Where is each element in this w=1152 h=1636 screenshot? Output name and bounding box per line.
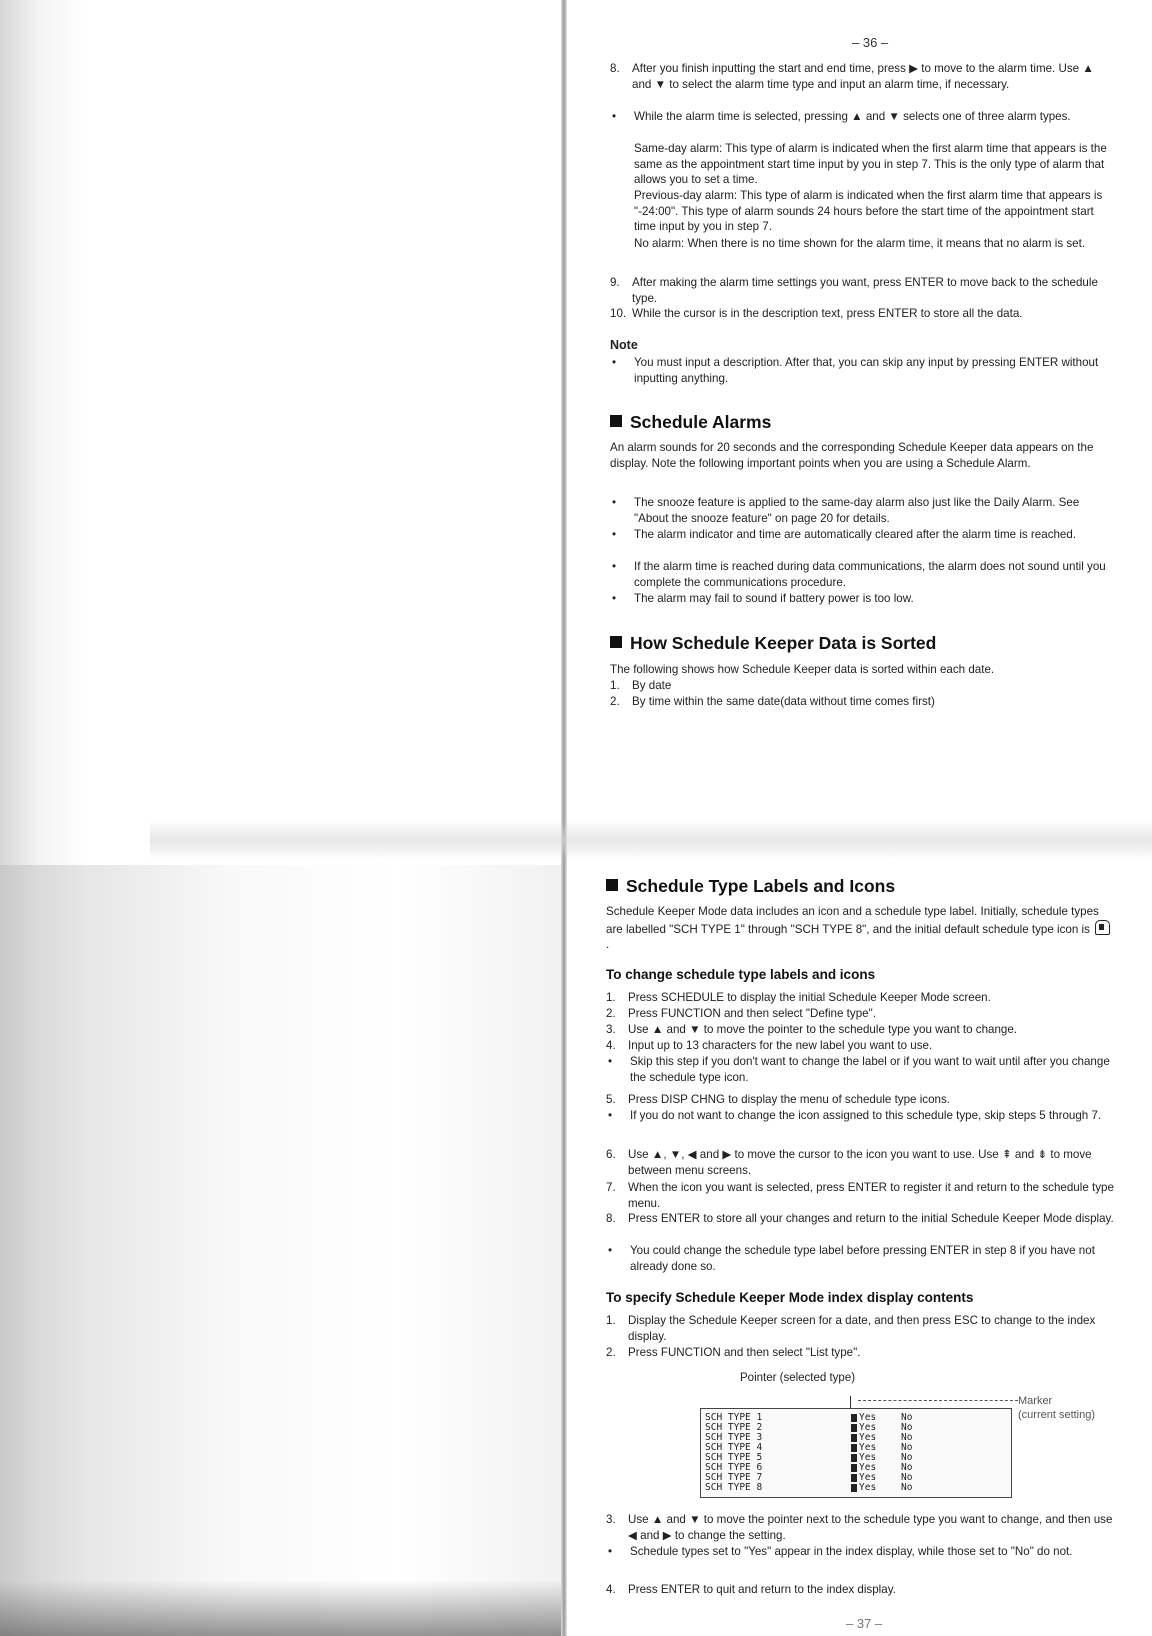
change-step-1: [606, 990, 1114, 1006]
step-text: When the icon you want is selected, press ENTER to register it and return to the schedule type menu.: [628, 1181, 1114, 1210]
yes-option: Yes: [859, 1452, 877, 1463]
alarm-bullet-3: [612, 559, 1116, 590]
row-label: SCH TYPE 3: [705, 1432, 763, 1443]
previous-day-alarm-text: Previous-day alarm: This type of alarm is indicated when the first alarm time that appears is "-24:00". This type of alarm sounds 24 hours before the start time of the appointment start time input by you in step 7.: [634, 189, 1103, 234]
list-type-diagram: [700, 1372, 1120, 1502]
alarm-bullet-1: [612, 495, 1116, 526]
marker-leader-line: [858, 1400, 1018, 1401]
row-label: SCH TYPE 7: [705, 1472, 763, 1483]
step-text: Press FUNCTION and then select "List type".: [628, 1346, 861, 1359]
row-label: SCH TYPE 6: [705, 1462, 763, 1473]
bullet-dot: •: [612, 356, 617, 369]
heading-square-icon: [610, 415, 622, 427]
bullet-dot: •: [608, 1244, 613, 1257]
schedule-type-icon: [1095, 920, 1110, 935]
page-number-36: – 36 –: [852, 35, 889, 50]
bullet-dot: •: [608, 1545, 613, 1558]
row-label: SCH TYPE 1: [705, 1412, 763, 1423]
row-label: SCH TYPE 4: [705, 1442, 763, 1453]
bullet-text: Schedule types set to "Yes" appear in the index display, while those set to "No" do not.: [630, 1545, 1073, 1558]
marker-icon: [851, 1454, 857, 1462]
heading-square-icon: [606, 879, 618, 891]
row-label: SCH TYPE 5: [705, 1452, 763, 1463]
bullet-text: The snooze feature is applied to the same-day alarm also just like the Daily Alarm. See "About the snooze feature" on page 20 for details.: [634, 496, 1080, 525]
bullet-text: If you do not want to change the icon assigned to this schedule type, skip steps 5 through 7.: [630, 1109, 1102, 1122]
index-step-4: [606, 1582, 1114, 1598]
step-text: Press SCHEDULE to display the initial Schedule Keeper Mode screen.: [628, 991, 991, 1004]
heading-text: How Schedule Keeper Data is Sorted: [630, 633, 937, 653]
bullet-alarm-types: [612, 109, 1116, 125]
bullet-text: The alarm may fail to sound if battery power is too low.: [634, 592, 914, 605]
note-text: You must input a description. After that, you can skip any input by pressing ENTER without inputting anything.: [634, 356, 1099, 385]
pointer-arrow-line: [850, 1396, 851, 1408]
item-text: By time within the same date(data without time comes first): [632, 695, 935, 708]
bullet-dot: •: [608, 1055, 613, 1068]
marker-label-line-1: Marker: [1018, 1395, 1053, 1407]
step-text: Press DISP CHNG to display the menu of schedule type icons.: [628, 1093, 950, 1106]
heading-text: Schedule Type Labels and Icons: [626, 876, 896, 896]
bullet-text: Skip this step if you don't want to change the label or if you want to wait until after you change the schedule type icon.: [630, 1055, 1110, 1084]
row-label: SCH TYPE 2: [705, 1422, 763, 1433]
change-bullet-3: [608, 1243, 1114, 1274]
marker-icon: [851, 1444, 857, 1452]
sorted-item-1: [610, 678, 1116, 694]
index-bullet: [608, 1544, 1114, 1560]
marker-label: [1018, 1394, 1095, 1422]
alarm-bullet-2: [612, 527, 1116, 543]
yes-option: Yes: [859, 1462, 877, 1473]
change-step-4: [606, 1038, 1114, 1054]
no-option: No: [901, 1452, 913, 1463]
step-number: 8.: [610, 62, 620, 75]
bullet-text: While the alarm time is selected, pressing ▲ and ▼ selects one of three alarm types.: [634, 110, 1071, 123]
no-option: No: [901, 1412, 913, 1423]
lcd-screen: [700, 1408, 1012, 1498]
step-text: Display the Schedule Keeper screen for a date, and then press ESC to change to the index display.: [628, 1314, 1096, 1343]
note-heading: Note: [610, 338, 638, 352]
same-day-alarm-text: Same-day alarm: This type of alarm is indicated when the first alarm time that appears is the same as the appointment start time input by you in step 7. This is the only type of alarm that allows you to set a time.: [634, 142, 1107, 187]
no-option: No: [901, 1472, 913, 1483]
step-number: 7.: [606, 1181, 616, 1194]
heading-text: Schedule Alarms: [630, 412, 772, 432]
step-text: After you finish inputting the start and end time, press ▶ to move to the alarm time. Use ▲ and ▼ to select the alarm time type and input an alarm time, if necessary.: [632, 62, 1094, 91]
index-step-2: [606, 1345, 1114, 1361]
item-number: 2.: [610, 695, 620, 708]
row-label: SCH TYPE 8: [705, 1482, 763, 1493]
step-number: 1.: [606, 991, 616, 1004]
step-text: While the cursor is in the description text, press ENTER to store all the data.: [632, 307, 1023, 320]
step-number: 2.: [606, 1346, 616, 1359]
bullet-dot: •: [612, 592, 617, 605]
bullet-dot: •: [612, 528, 617, 541]
yes-option: Yes: [859, 1432, 877, 1443]
change-bullet-1: [608, 1054, 1114, 1085]
marker-icon: [851, 1474, 857, 1482]
sorted-item-2: [610, 694, 1116, 710]
step-10: [610, 306, 1116, 322]
yes-option: Yes: [859, 1472, 877, 1483]
list-row: [701, 1483, 1011, 1493]
labels-intro: Schedule Keeper Mode data includes an icon and a schedule type label. Initially, schedule types are labelled "SCH TYPE 1" through "SCH TYPE 8", and the initial default schedule type icon is .: [606, 904, 1114, 953]
item-number: 1.: [610, 679, 620, 692]
marker-icon: [851, 1464, 857, 1472]
bullet-dot: •: [608, 1109, 613, 1122]
step-number: 6.: [606, 1148, 616, 1161]
step-number: 3.: [606, 1513, 616, 1526]
step-number: 8.: [606, 1212, 616, 1225]
change-step-7: [606, 1180, 1114, 1211]
change-bullet-2: [608, 1108, 1114, 1124]
bullet-dot: •: [612, 110, 617, 123]
bullet-text: You could change the schedule type label before pressing ENTER in step 8 if you have not already done so.: [630, 1244, 1095, 1273]
change-labels-heading: To change schedule type labels and icons: [606, 967, 876, 982]
index-display-heading: To specify Schedule Keeper Mode index display contents: [606, 1290, 974, 1305]
no-option: No: [901, 1422, 913, 1433]
sorted-intro: The following shows how Schedule Keeper data is sorted within each date.: [610, 663, 995, 676]
step-text: Input up to 13 characters for the new label you want to use.: [628, 1039, 933, 1052]
pointer-label: Pointer (selected type): [740, 1372, 856, 1384]
step-number: 5.: [606, 1093, 616, 1106]
no-option: No: [901, 1432, 913, 1443]
change-step-8: [606, 1211, 1114, 1227]
step-number: 4.: [606, 1039, 616, 1052]
no-alarm-text: No alarm: When there is no time shown for the alarm time, it means that no alarm is set.: [634, 237, 1086, 250]
yes-option: Yes: [859, 1422, 877, 1433]
step-9: [610, 275, 1116, 306]
step-text: Press ENTER to quit and return to the index display.: [628, 1583, 896, 1596]
change-step-3: [606, 1022, 1114, 1038]
change-step-6: [606, 1147, 1114, 1178]
labels-intro-text: Schedule Keeper Mode data includes an icon and a schedule type label. Initially, schedule types are labelled "SCH TYPE 1" through "SCH TYPE 8", and the initial default schedule type icon is: [606, 905, 1099, 936]
change-step-5: [606, 1092, 1114, 1108]
index-step-1: [606, 1313, 1114, 1344]
note-bullet: [612, 355, 1116, 386]
page-number-37: – 37 –: [846, 1616, 883, 1631]
item-text: By date: [632, 679, 672, 692]
step-number: 10.: [610, 307, 627, 320]
step-number: 2.: [606, 1007, 616, 1020]
no-option: No: [901, 1462, 913, 1473]
step-number: 1.: [606, 1314, 616, 1327]
marker-icon: [851, 1414, 857, 1422]
marker-icon: [851, 1484, 857, 1492]
step-number: 9.: [610, 276, 620, 289]
step-text: Use ▲, ▼, ◀ and ▶ to move the cursor to the icon you want to use. Use ⇞ and ⇟ to move between menu screens.: [628, 1148, 1092, 1177]
step-8: [610, 61, 1116, 92]
step-text: After making the alarm time settings you want, press ENTER to move back to the schedule type.: [632, 276, 1098, 305]
alarm-bullet-4: [612, 591, 1116, 607]
step-text: Use ▲ and ▼ to move the pointer next to the schedule type you want to change, and then use ◀ and ▶ to change the setting.: [628, 1513, 1113, 1542]
labels-icons-heading: [606, 876, 895, 897]
marker-icon: [851, 1434, 857, 1442]
schedule-alarms-intro: An alarm sounds for 20 seconds and the corresponding Schedule Keeper data appears on the display. Note the following important points when you are using a Schedule Alarm.: [610, 441, 1094, 470]
yes-option: Yes: [859, 1482, 877, 1493]
index-step-3: [606, 1512, 1114, 1543]
marker-icon: [851, 1424, 857, 1432]
bullet-dot: •: [612, 496, 617, 509]
step-text: Press FUNCTION and then select "Define type".: [628, 1007, 876, 1020]
step-text: Use ▲ and ▼ to move the pointer to the schedule type you want to change.: [628, 1023, 1018, 1036]
step-text: Press ENTER to store all your changes and return to the initial Schedule Keeper Mode display.: [628, 1212, 1114, 1225]
no-option: No: [901, 1482, 913, 1493]
schedule-alarms-heading: [610, 412, 771, 433]
yes-option: Yes: [859, 1442, 877, 1453]
heading-square-icon: [610, 636, 622, 648]
sorted-heading: [610, 633, 936, 654]
step-number: 4.: [606, 1583, 616, 1596]
change-step-2: [606, 1006, 1114, 1022]
bullet-dot: •: [612, 560, 617, 573]
step-number: 3.: [606, 1023, 616, 1036]
bullet-text: If the alarm time is reached during data communications, the alarm does not sound until you complete the communications procedure.: [634, 560, 1106, 589]
no-option: No: [901, 1442, 913, 1453]
yes-option: Yes: [859, 1412, 877, 1423]
bullet-text: The alarm indicator and time are automatically cleared after the alarm time is reached.: [634, 528, 1077, 541]
marker-label-line-2: (current setting): [1018, 1409, 1096, 1421]
